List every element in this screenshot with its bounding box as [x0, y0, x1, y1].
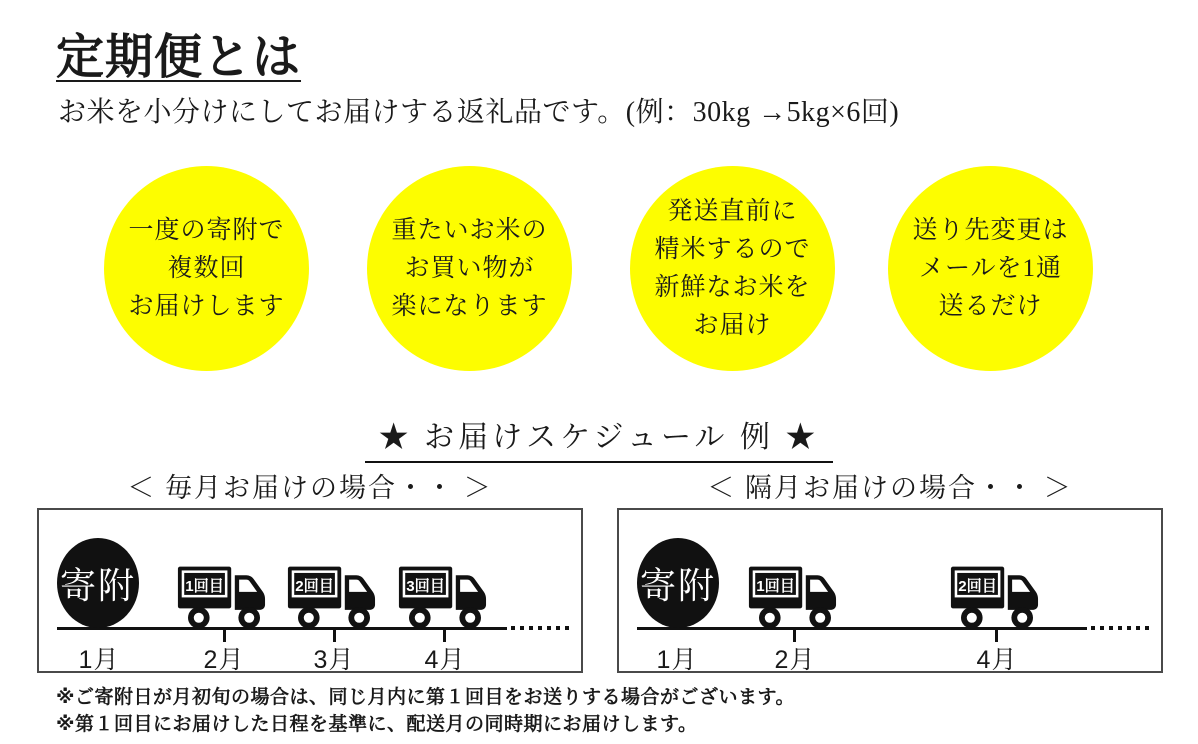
- benefit-text-line: 送るだけ: [938, 292, 1043, 320]
- month-label: 1月: [656, 646, 698, 674]
- delivery-truck-icon: [287, 558, 381, 630]
- footnote-line: ※第１回目にお届けした日程を基準に、配送月の同時期にお届けします。: [56, 714, 698, 735]
- page-subtitle: お米を小分けにしてお届けする返礼品です。(例：30kg →5kg×6回): [58, 97, 900, 128]
- truck-delivery-number: 1回目: [756, 578, 795, 596]
- monthly-panel-label: ＜ 毎月お届けの場合・・ ＞: [127, 473, 493, 503]
- month-label: 2月: [203, 646, 245, 674]
- truck-delivery-number: 1回目: [185, 578, 224, 596]
- bimonthly-panel-label: ＜ 隔月お届けの場合・・ ＞: [707, 473, 1073, 503]
- month-label: 3月: [313, 646, 355, 674]
- donation-label: 寄附: [59, 565, 136, 606]
- donation-label: 寄附: [639, 565, 716, 606]
- benefit-text-line: 発送直前に: [667, 197, 798, 225]
- month-label: 4月: [424, 646, 466, 674]
- truck-delivery-number: 3回目: [406, 578, 445, 596]
- benefit-text-line: 一度の寄附で: [128, 216, 285, 244]
- benefit-text-line: 精米するので: [654, 235, 811, 263]
- benefit-text-line: 重たいお米の: [391, 216, 548, 244]
- delivery-truck-icon: [177, 558, 271, 630]
- benefit-text-line: 楽になります: [391, 292, 548, 320]
- benefit-text-line: お買い物が: [404, 254, 535, 282]
- benefit-text-line: お届けします: [128, 292, 285, 320]
- truck-delivery-number: 2回目: [958, 578, 997, 596]
- donation-circle: [637, 538, 719, 628]
- bimonthly-schedule-panel: [617, 508, 1163, 673]
- delivery-truck-icon: [748, 558, 842, 630]
- benefit-circle-shopping: [367, 166, 572, 371]
- benefit-text-line: 送り先変更は: [912, 216, 1069, 244]
- truck-delivery-number: 2回目: [295, 578, 334, 596]
- benefit-text-line: メールを1通: [918, 254, 1062, 282]
- delivery-truck-icon: [398, 558, 492, 630]
- benefit-circle-fresh-rice: [630, 166, 835, 371]
- benefit-text-line: 複数回: [167, 254, 246, 282]
- monthly-schedule-panel: [37, 508, 583, 673]
- schedule-heading: ★ お届けスケジュール 例 ★: [365, 412, 834, 463]
- footnotes: [56, 684, 795, 738]
- delivery-truck-icon: [950, 558, 1044, 630]
- month-label: 2月: [774, 646, 816, 674]
- month-label: 4月: [976, 646, 1018, 674]
- benefit-circle-donation: [104, 166, 309, 371]
- timeline-dotted-tail: [511, 626, 571, 630]
- footnote-line: ※ご寄附日が月初旬の場合は、同じ月内に第１回目をお送りする場合がございます。: [56, 687, 795, 708]
- month-label: 1月: [78, 646, 120, 674]
- timeline-dotted-tail: [1091, 626, 1151, 630]
- schedule-section: [0, 412, 1198, 463]
- page-title: 定期便とは: [56, 31, 302, 84]
- donation-circle: [57, 538, 139, 628]
- benefit-circle-address-change: [888, 166, 1093, 371]
- benefit-text-line: 新鮮なお米を: [654, 273, 811, 301]
- benefit-text-line: お届け: [693, 311, 772, 339]
